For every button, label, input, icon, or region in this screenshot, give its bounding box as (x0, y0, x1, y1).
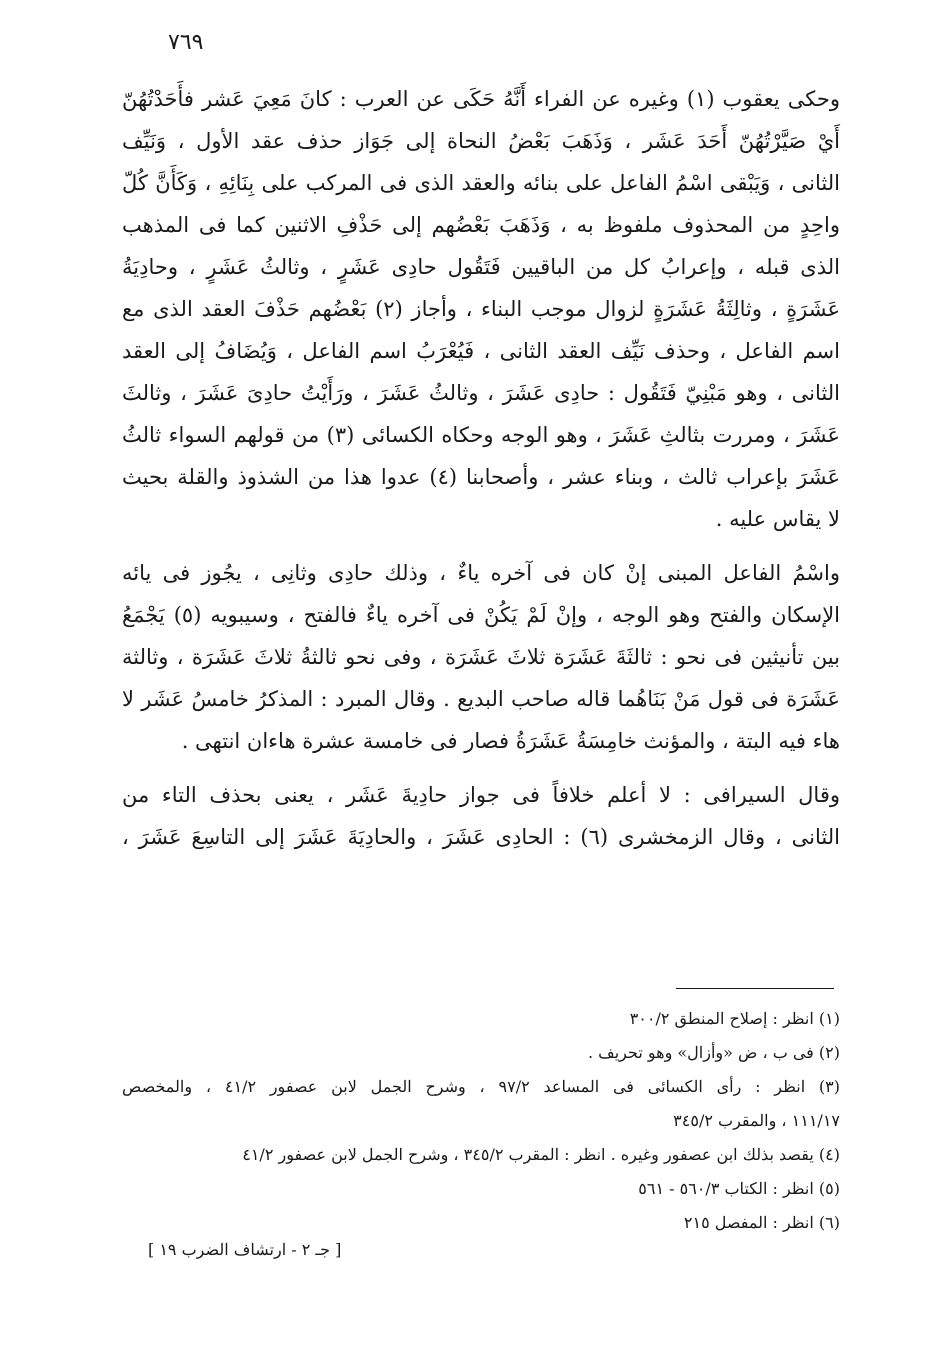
text-line: اسم الفاعل ، وحذف نَيِّف العقد الثانى ، فَيُعْرَبُ اسم الفاعل ، وَيُضَافُ إلى العقد (122, 339, 840, 363)
paragraph-gap (122, 762, 840, 774)
signature-mark: [ جـ ٢ - ارتشاف الضرب ١٩ ] (148, 1240, 342, 1259)
text-line: الإسكان والفتح وهو الوجه ، وإنْ لَمْ يَكُنْ فى آخره ياءٌ فالفتح ، وسيبويه (٥) يَجْمَعُ (122, 603, 841, 627)
text-line: الثانى ، وهو مَبْنِيّ فَتَقُول : حادِى عَشَرَ ، وثالثُ عَشَرَ ، ورَأَيْتُ حادِىَ عَشَرَ ، وثالثَ (122, 381, 840, 405)
text-line: لا يقاس عليه . (715, 507, 840, 531)
text-line: عَشَرَ ، ومررت بثالثِ عَشَرَ ، وهو الوجه وحكاه الكسائى (٣) من قولهم السواء ثالثُ (122, 423, 840, 447)
footnote: (٣) انظر : رأى الكسائى فى المساعد ٩٧/٢ ، وشرح الجمل لابن عصفور ٤١/٢ ، والمخصص (122, 1077, 841, 1096)
text-line: بين تأنيثين فى نحو : ثالثَةَ عَشَرَة ثلاثَ عَشَرَة ، وفى نحو ثالثةُ ثلاثَ عَشَرَة ، وثالثة (122, 645, 840, 669)
footnotes (122, 1002, 840, 1240)
text-line: أَيْ صَيَّرْتُهُنّ أَحَدَ عَشَر ، وَذَهَبَ بَعْضُ النحاة إلى جَوَاز حذف عقد الأول ، وَنَيِّف (122, 129, 840, 153)
main-text (122, 78, 840, 858)
text-line: واسْمُ الفاعل المبنى إنْ كان فى آخره ياءٌ ، وذلك حادِى وثانِى ، يجُوز فى يائه (122, 561, 840, 585)
footnote: (٥) انظر : الكتاب ٥٦٠/٣ - ٥٦١ (638, 1179, 840, 1198)
footnote-continuation: ١١١/١٧ ، والمقرب ٣٤٥/٢ (673, 1111, 840, 1130)
text-line: وحكى يعقوب (١) وغيره عن الفراء أَنَّهُ حَكَى عن العرب : كانَ مَعِيَ عَشر فأَحَدْتُهُنّ (122, 87, 840, 111)
text-line: هاء فيه البتة ، والمؤنث خامِسَةُ عَشَرَةُ فصار فى خامسة عشرة هاءان انتهى . (181, 729, 840, 753)
text-line: الثانى ، وقال الزمخشرى (٦) : الحادِى عَشَرَ ، والحادِيَةَ عَشَرَ إلى التاسِعَ عَشَرَ ، (122, 825, 840, 849)
footnote: (٤) يقصد بذلك ابن عصفور وغيره . انظر : المقرب ٣٤٥/٢ ، وشرح الجمل لابن عصفور ٤١/٢ (242, 1145, 840, 1164)
text-line: الثانى ، وَيَبْقى اسْمُ الفاعل على بنائه والعقد الذى فى المركب على بِنَائِهِ ، وَكَأَنَّ كُلّ (122, 171, 840, 195)
footnote: (٢) فى ب ، ض «وأزال» وهو تحريف . (587, 1043, 840, 1062)
text-line: الذى قبله ، وإعرابُ كل من الباقيين فَتَقُول حادِى عَشَرٍ ، وثالثُ عَشَرٍ ، وحادِيَةُ (122, 255, 840, 279)
page-number: ٧٦٩ (168, 30, 204, 55)
paragraph-gap (122, 540, 840, 552)
text-line: واحِدٍ من المحذوف ملفوظ به ، وَذَهَبَ بَعْضُهم إلى حَذْفِ الاثنين كما فى المذهب (122, 213, 840, 237)
footnote: (٦) انظر : المفصل ٢١٥ (683, 1213, 840, 1232)
footnote: (١) انظر : إصلاح المنطق ٣٠٠/٢ (629, 1009, 840, 1028)
footnote-separator (676, 988, 834, 989)
text-line: عَشَرَة فى قول مَنْ بَنَاهُما قاله صاحب البديع . وقال المبرد : المذكرُ خامسُ عَشَر لا (122, 687, 840, 711)
text-line: عَشَرَةٍ ، وثالِثَةُ عَشَرَةٍ لزوال موجب البناء ، وأجاز (٢) بَعْضُهم حَذْفَ العقد الذى مع (122, 297, 840, 321)
text-line: عَشَرَ بإعراب ثالث ، وبناء عشر ، وأصحابنا (٤) عدوا هذا من الشذوذ والقلة بحيث (122, 465, 840, 489)
text-line: وقال السيرافى : لا أعلم خلافاً فى جواز حادِيةَ عَشَر ، يعنى بحذف التاء من (122, 783, 840, 807)
